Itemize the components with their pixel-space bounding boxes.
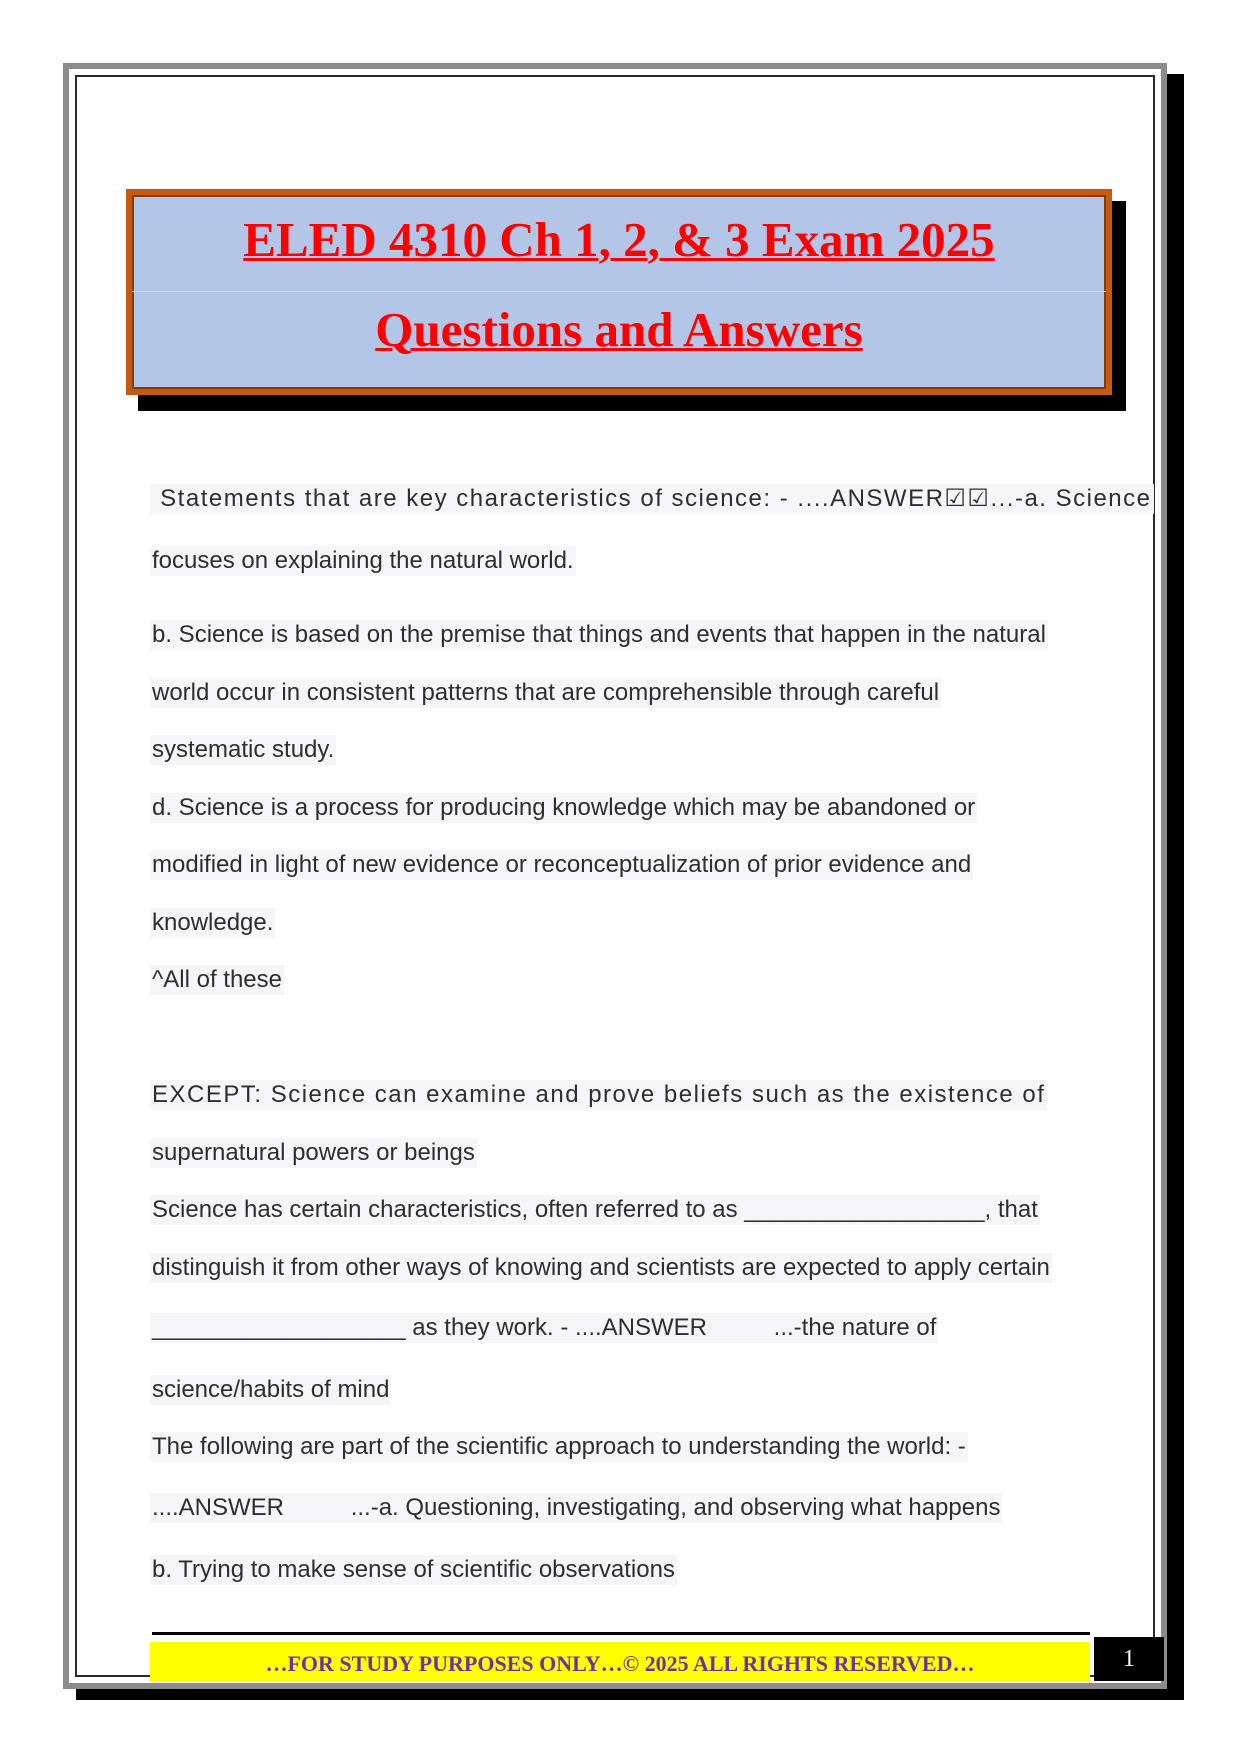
body-line: modified in light of new evidence or reconceptualization of prior evidence and — [152, 851, 972, 878]
body-line: distinguish it from other ways of knowing and scientists are expected to apply certain — [152, 1254, 1050, 1281]
body-line: The following are part of the scientific approach to understanding the world: - — [152, 1433, 966, 1460]
body-line: knowledge. — [152, 909, 274, 936]
body-line: d. Science is a process for producing knowledge which may be abandoned or — [152, 794, 976, 821]
document-subtitle: Questions and Answers — [375, 302, 863, 357]
body-line: ....ANSWER ...-a. Questioning, investigating, and observing what happens — [152, 1494, 1001, 1521]
body-line: systematic study. — [152, 736, 335, 763]
title-box — [126, 189, 1112, 395]
body-line: Statements that are key characteristics of science: - ....ANSWER☑☑...-a. Science — [152, 485, 1152, 512]
body-line: world occur in consistent patterns that are comprehensible through careful — [152, 679, 940, 706]
body-line: supernatural powers or beings — [152, 1139, 475, 1166]
footer-copyright: …FOR STUDY PURPOSES ONLY…© 2025 ALL RIGHTS RESERVED… — [265, 1651, 975, 1676]
body-line: science/habits of mind — [152, 1376, 390, 1403]
body-line: b. Science is based on the premise that things and events that happen in the natural — [152, 621, 1046, 648]
body-line: ___________________ as they work. - ....ANSWER ...-the nature of — [152, 1314, 937, 1341]
footer-divider — [152, 1632, 1090, 1635]
document-title: ELED 4310 Ch 1, 2, & 3 Exam 2025 — [243, 212, 995, 267]
body-line: b. Trying to make sense of scientific observations — [152, 1556, 675, 1583]
title-divider — [132, 291, 1106, 292]
body-line: ^All of these — [152, 966, 282, 993]
body-line: EXCEPT: Science can examine and prove beliefs such as the existence of — [152, 1081, 1046, 1108]
page-number: 1 — [1123, 1646, 1135, 1672]
body-line: focuses on explaining the natural world. — [152, 547, 574, 574]
body-line: Science has certain characteristics, often referred to as __________________, that — [152, 1196, 1038, 1223]
